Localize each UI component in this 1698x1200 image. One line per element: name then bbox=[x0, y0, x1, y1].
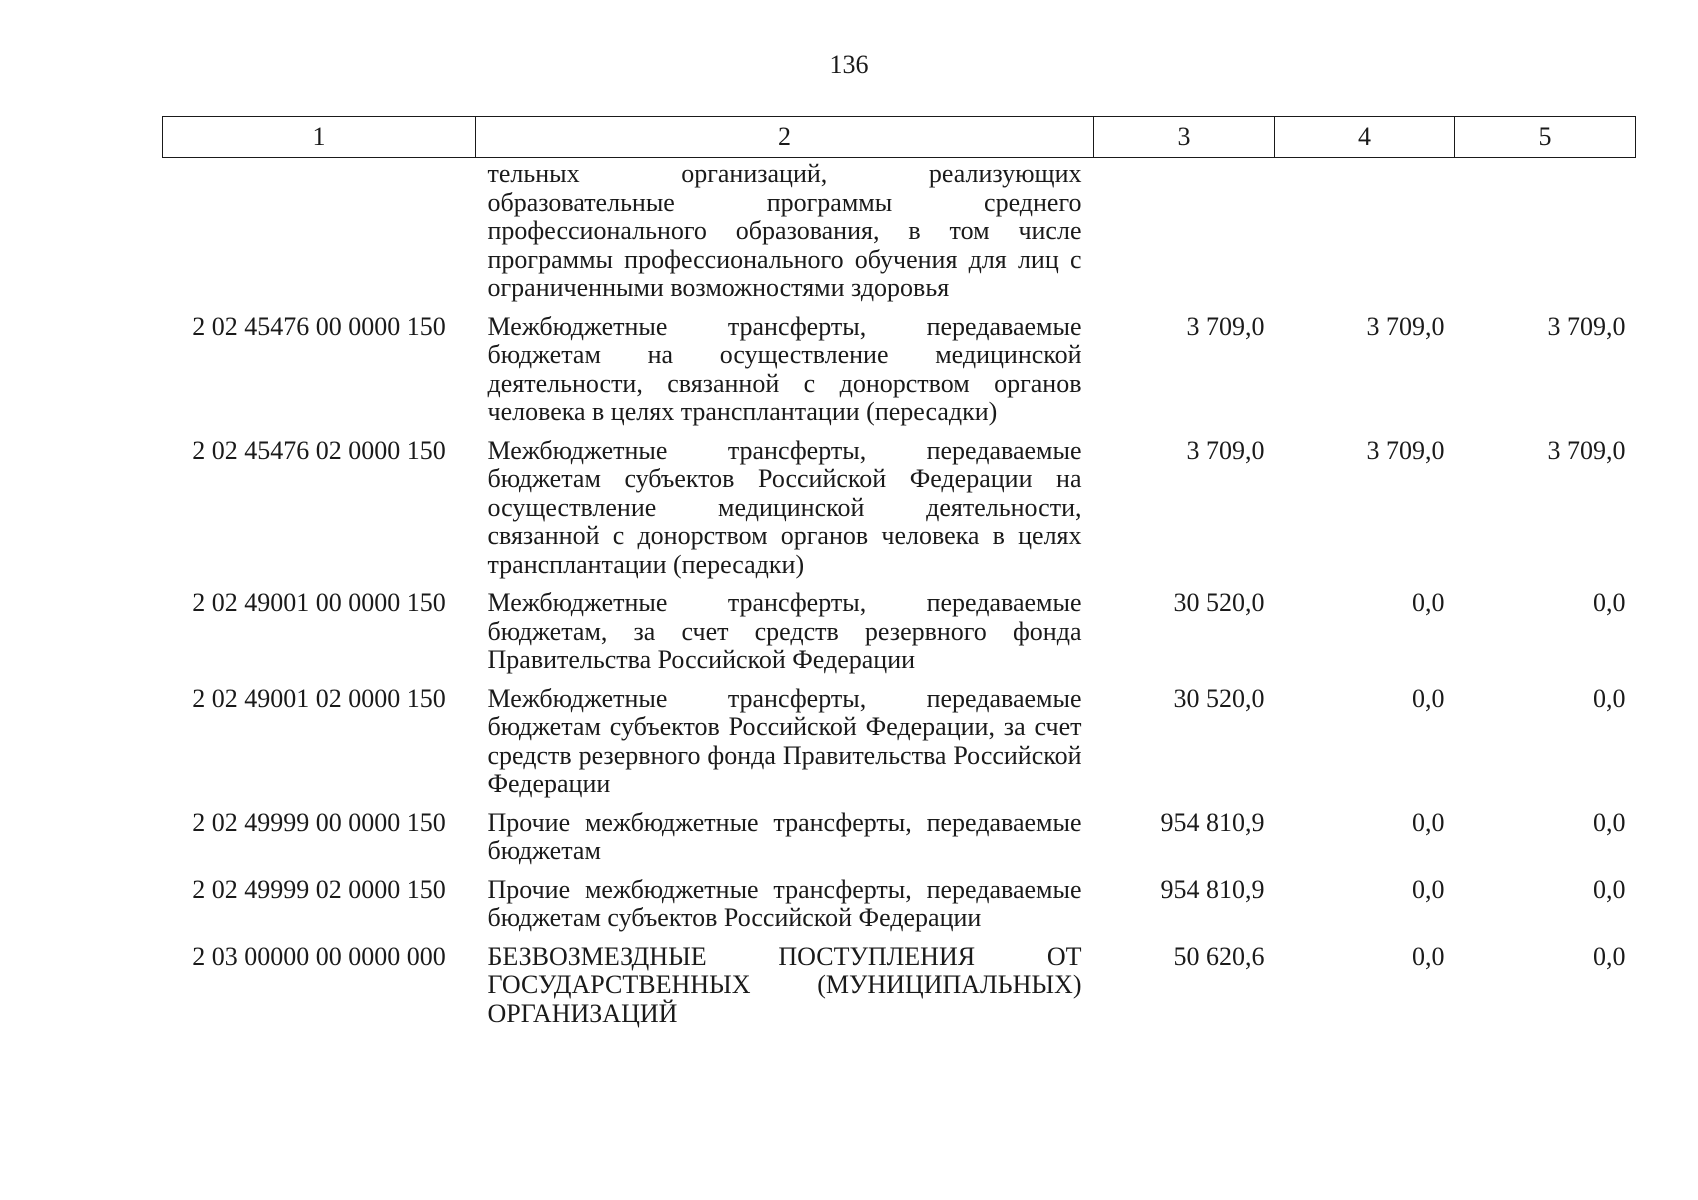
code-cell: 2 02 49999 00 0000 150 bbox=[192, 807, 446, 837]
table-row bbox=[163, 876, 1636, 943]
table-row bbox=[163, 437, 1636, 590]
code-cell: 2 02 49999 02 0000 150 bbox=[192, 874, 446, 904]
value-cell-col3: 954 810,9 bbox=[1160, 874, 1265, 904]
value-cell-col4: 0,0 bbox=[1412, 807, 1445, 837]
code-cell: 2 02 49001 00 0000 150 bbox=[192, 588, 446, 617]
value-cell-col3: 50 620,6 bbox=[1173, 941, 1265, 971]
value-cell-col5: 0,0 bbox=[1593, 807, 1626, 837]
table-row bbox=[163, 809, 1636, 876]
value-cell-col4: 0,0 bbox=[1412, 683, 1445, 713]
value-cell-col4: 3 709,0 bbox=[1366, 311, 1445, 341]
budget-table bbox=[162, 116, 1636, 1038]
code-cell: 2 02 45476 00 0000 150 bbox=[192, 311, 446, 341]
value-cell-col4: 0,0 bbox=[1412, 874, 1445, 904]
column-header-2: 2 bbox=[476, 117, 1094, 158]
code-cell: 2 02 45476 02 0000 150 bbox=[192, 435, 446, 465]
code-cell bbox=[163, 158, 476, 313]
name-cell: Прочие межбюджетные трансферты, передаваемые бюджетам субъектов Российской Федерации bbox=[487, 874, 1082, 932]
name-cell: Межбюджетные трансферты, передаваемые бюджетам на осуществление медицинской деятельности, связанной с донорством органов человека в целях трансплантации (пересадки) bbox=[487, 311, 1082, 426]
code-cell: 2 02 49001 02 0000 150 bbox=[192, 683, 446, 713]
value-cell-col3: 3 709,0 bbox=[1186, 435, 1265, 465]
name-cell: Межбюджетные трансферты, передаваемые бюджетам субъектов Российской Федерации, за счет средств резервного фонда Правительства Российской Федерации bbox=[487, 683, 1082, 798]
table-row bbox=[163, 589, 1636, 685]
value-cell-col5: 3 709,0 bbox=[1547, 435, 1626, 465]
value-cell-col5: 0,0 bbox=[1593, 683, 1626, 713]
value-cell-col5: 0,0 bbox=[1593, 588, 1626, 617]
code-cell: 2 03 00000 00 0000 000 bbox=[192, 941, 446, 971]
value-cell-col3: 30 520,0 bbox=[1173, 588, 1265, 617]
value-cell-col4: 3 709,0 bbox=[1366, 435, 1445, 465]
column-header-5: 5 bbox=[1455, 117, 1636, 158]
table-row bbox=[163, 313, 1636, 437]
value-cell-col3: 954 810,9 bbox=[1160, 807, 1265, 837]
name-cell: Прочие межбюджетные трансферты, передаваемые бюджетам bbox=[487, 807, 1082, 865]
name-cell: Межбюджетные трансферты, передаваемые бюджетам субъектов Российской Федерации на осуществление медицинской деятельности, связанной с донорством органов человека в целях трансплантации (пересадки) bbox=[487, 435, 1082, 579]
value-cell-col5: 0,0 bbox=[1593, 941, 1626, 971]
value-cell-col4: 0,0 bbox=[1412, 588, 1445, 617]
value-cell-col5: 3 709,0 bbox=[1547, 311, 1626, 341]
page-number: 136 bbox=[829, 50, 869, 79]
column-header-3: 3 bbox=[1094, 117, 1275, 158]
table-header-row bbox=[163, 117, 1636, 158]
column-header-4: 4 bbox=[1275, 117, 1455, 158]
name-cell: Межбюджетные трансферты, передаваемые бюджетам, за счет средств резервного фонда Правительства Российской Федерации bbox=[487, 588, 1082, 674]
value-cell-col3: 3 709,0 bbox=[1186, 311, 1265, 341]
value-cell-col4: 0,0 bbox=[1412, 941, 1445, 971]
table-row bbox=[163, 943, 1636, 1039]
value-cell-col5: 0,0 bbox=[1593, 874, 1626, 904]
continuation-text: тельных организаций, реализующих образовательные программы среднего профессионального образования, в том числе программы профессионального обучения для лиц с ограниченными возможностями здоровья bbox=[487, 159, 1082, 302]
value-cell-col3: 30 520,0 bbox=[1173, 683, 1265, 713]
table-row bbox=[163, 685, 1636, 809]
table-row-continuation bbox=[163, 158, 1636, 313]
name-cell: БЕЗВОЗМЕЗДНЫЕ ПОСТУПЛЕНИЯ ОТ ГОСУДАРСТВЕННЫХ (МУНИЦИПАЛЬНЫХ) ОРГАНИЗАЦИЙ bbox=[487, 941, 1082, 1028]
column-header-1: 1 bbox=[163, 117, 476, 158]
